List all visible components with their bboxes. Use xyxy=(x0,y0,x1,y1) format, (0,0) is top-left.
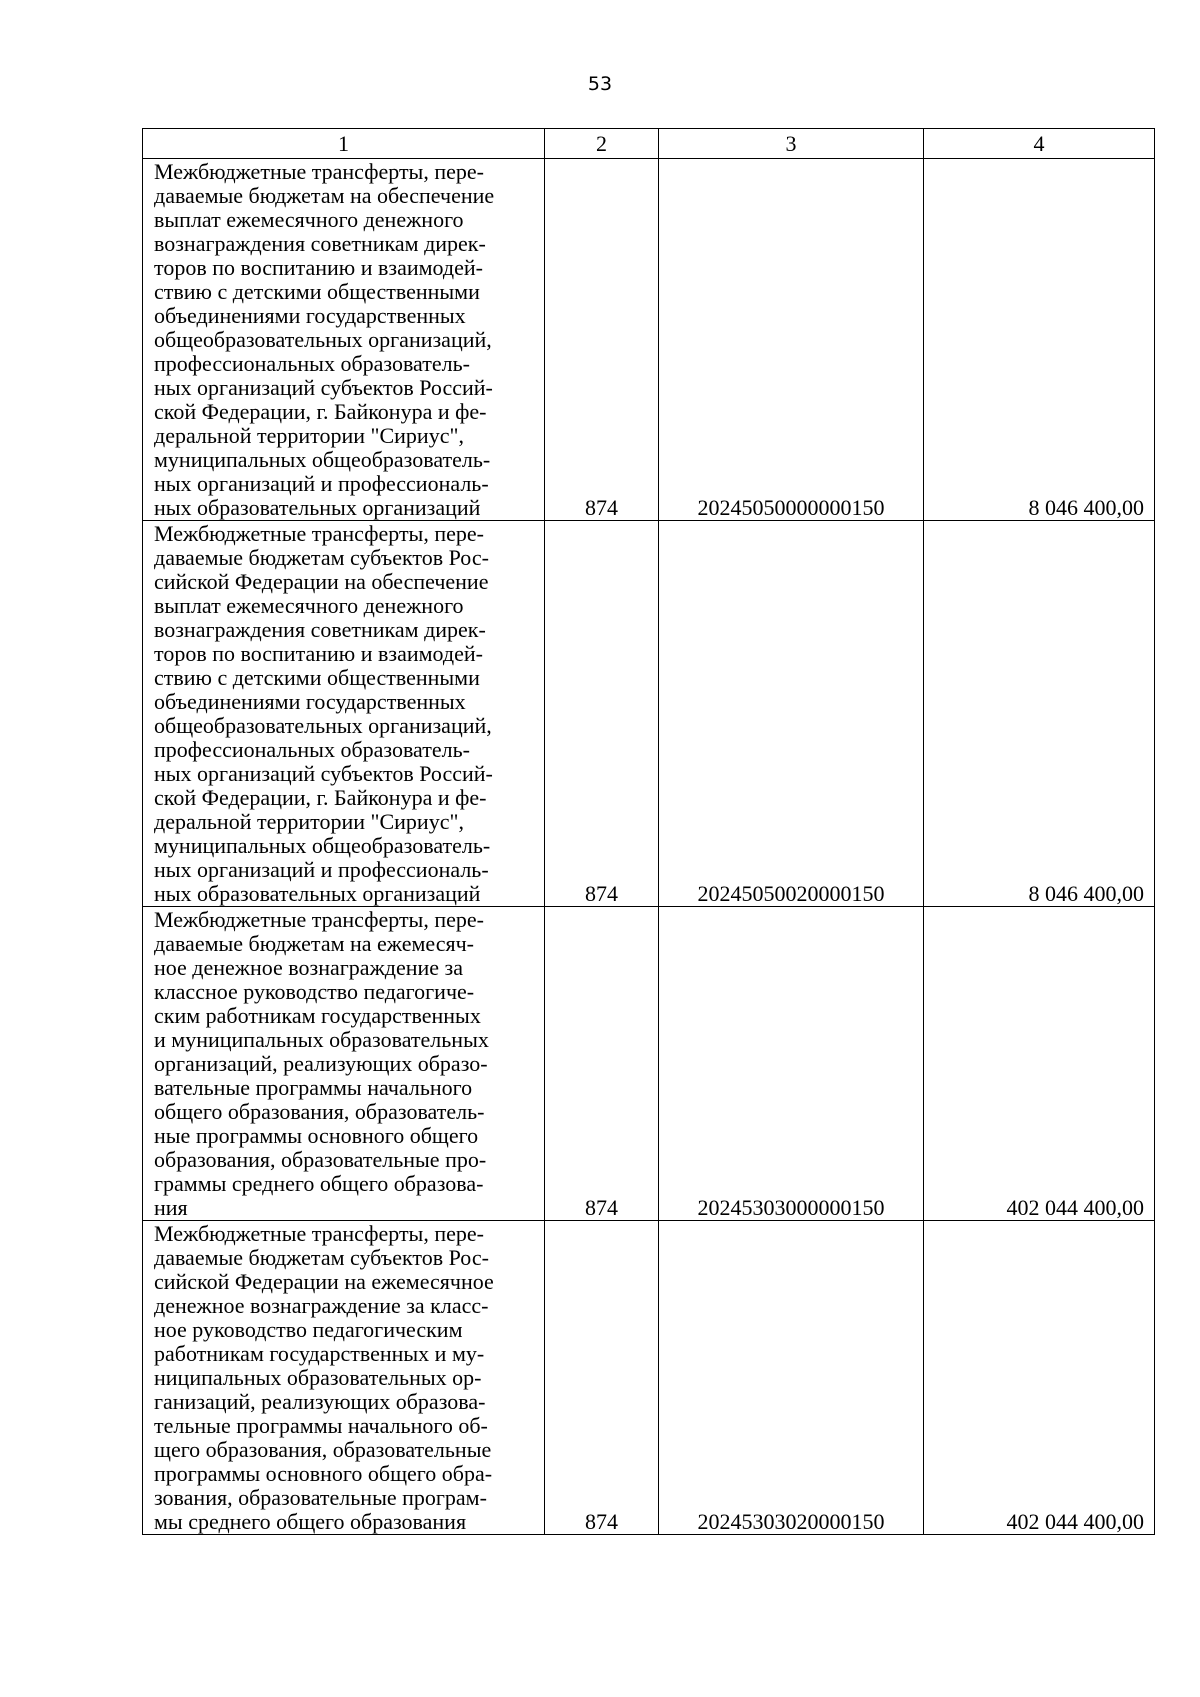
column-header-2: 2 xyxy=(545,129,659,159)
description-line: ных организаций и профессиональ- xyxy=(154,857,489,882)
description-line: Межбюджетные трансферты, пере- xyxy=(154,159,484,184)
header-row xyxy=(143,129,1155,159)
description-line: ниципальных образовательных ор- xyxy=(154,1365,482,1390)
row-description xyxy=(143,159,545,521)
admin-code-cell: 874 xyxy=(545,159,659,521)
description-line: ные программы основного общего xyxy=(154,1123,479,1148)
description-line: вательные программы начального xyxy=(154,1075,473,1100)
row-description xyxy=(143,521,545,907)
income-code-cell: 20245303020000150 xyxy=(659,1221,924,1535)
column-header-3: 3 xyxy=(659,129,924,159)
description-line: образования, образовательные про- xyxy=(154,1147,487,1172)
description-line: вознаграждения советникам дирек- xyxy=(154,231,486,256)
description-line: муниципальных общеобразователь- xyxy=(154,447,491,472)
description-line: общего образования, образователь- xyxy=(154,1099,485,1124)
description-line: Межбюджетные трансферты, пере- xyxy=(154,1221,484,1246)
description-line: классное руководство педагогиче- xyxy=(154,979,475,1004)
description-line: ствию с детскими общественными xyxy=(154,279,480,304)
description-line: и муниципальных образовательных xyxy=(154,1027,489,1052)
description-line: общеобразовательных организаций, xyxy=(154,327,492,352)
description-line: работникам государственных и му- xyxy=(154,1341,485,1366)
description-line: ное денежное вознаграждение за xyxy=(154,955,463,980)
description-line: денежное вознаграждение за класс- xyxy=(154,1293,489,1318)
description-line: сийской Федерации на ежемесячное xyxy=(154,1269,494,1294)
description-line: ных организаций субъектов Россий- xyxy=(154,375,493,400)
row-description xyxy=(143,907,545,1221)
description-line: ским работникам государственных xyxy=(154,1003,481,1028)
description-line: деральной территории "Сириус", xyxy=(154,809,464,834)
column-header-1: 1 xyxy=(143,129,545,159)
description-line: ской Федерации, г. Байконура и фе- xyxy=(154,785,487,810)
description-line: общеобразовательных организаций, xyxy=(154,713,492,738)
description-line: профессиональных образователь- xyxy=(154,351,470,376)
description-line: ния xyxy=(154,1195,188,1220)
row-description xyxy=(143,1221,545,1535)
description-line: тельные программы начального об- xyxy=(154,1413,488,1438)
description-line: профессиональных образователь- xyxy=(154,737,470,762)
amount-cell: 402 044 400,00 xyxy=(924,907,1155,1221)
description-line: щего образования, образовательные xyxy=(154,1437,492,1462)
admin-code-cell: 874 xyxy=(545,907,659,1221)
description-line: программы основного общего обра- xyxy=(154,1461,493,1486)
amount-cell: 8 046 400,00 xyxy=(924,159,1155,521)
description-line: торов по воспитанию и взаимодей- xyxy=(154,255,483,280)
table-row xyxy=(143,907,1155,1221)
description-line: выплат ежемесячного денежного xyxy=(154,207,464,232)
description-line: ных образовательных организаций xyxy=(154,881,481,906)
income-code-cell: 20245303000000150 xyxy=(659,907,924,1221)
description-line: даваемые бюджетам субъектов Рос- xyxy=(154,1245,489,1270)
budget-table xyxy=(142,128,1155,1535)
description-line: зования, образовательные програм- xyxy=(154,1485,487,1510)
description-line: Межбюджетные трансферты, пере- xyxy=(154,907,484,932)
table-row xyxy=(143,159,1155,521)
description-line: мы среднего общего образования xyxy=(154,1509,467,1534)
description-line: ганизаций, реализующих образова- xyxy=(154,1389,486,1414)
description-line: даваемые бюджетам на обеспечение xyxy=(154,183,495,208)
description-line: выплат ежемесячного денежного xyxy=(154,593,464,618)
description-line: граммы среднего общего образова- xyxy=(154,1171,484,1196)
amount-cell: 402 044 400,00 xyxy=(924,1221,1155,1535)
description-line: деральной территории "Сириус", xyxy=(154,423,464,448)
description-line: ствию с детскими общественными xyxy=(154,665,480,690)
description-line: торов по воспитанию и взаимодей- xyxy=(154,641,483,666)
page-number: 53 xyxy=(587,73,613,95)
description-line: ное руководство педагогическим xyxy=(154,1317,463,1342)
description-line: Межбюджетные трансферты, пере- xyxy=(154,521,484,546)
table-row xyxy=(143,521,1155,907)
table-row xyxy=(143,1221,1155,1535)
description-line: ской Федерации, г. Байконура и фе- xyxy=(154,399,487,424)
admin-code-cell: 874 xyxy=(545,521,659,907)
income-code-cell: 20245050000000150 xyxy=(659,159,924,521)
description-line: ных организаций и профессиональ- xyxy=(154,471,489,496)
description-line: организаций, реализующих образо- xyxy=(154,1051,488,1076)
column-header-4: 4 xyxy=(924,129,1155,159)
description-line: муниципальных общеобразователь- xyxy=(154,833,491,858)
description-line: объединениями государственных xyxy=(154,303,466,328)
description-line: даваемые бюджетам на ежемесяч- xyxy=(154,931,474,956)
amount-cell: 8 046 400,00 xyxy=(924,521,1155,907)
description-line: вознаграждения советникам дирек- xyxy=(154,617,486,642)
admin-code-cell: 874 xyxy=(545,1221,659,1535)
description-line: ных организаций субъектов Россий- xyxy=(154,761,493,786)
description-line: даваемые бюджетам субъектов Рос- xyxy=(154,545,489,570)
description-line: сийской Федерации на обеспечение xyxy=(154,569,489,594)
description-line: ных образовательных организаций xyxy=(154,495,481,520)
description-line: объединениями государственных xyxy=(154,689,466,714)
income-code-cell: 20245050020000150 xyxy=(659,521,924,907)
